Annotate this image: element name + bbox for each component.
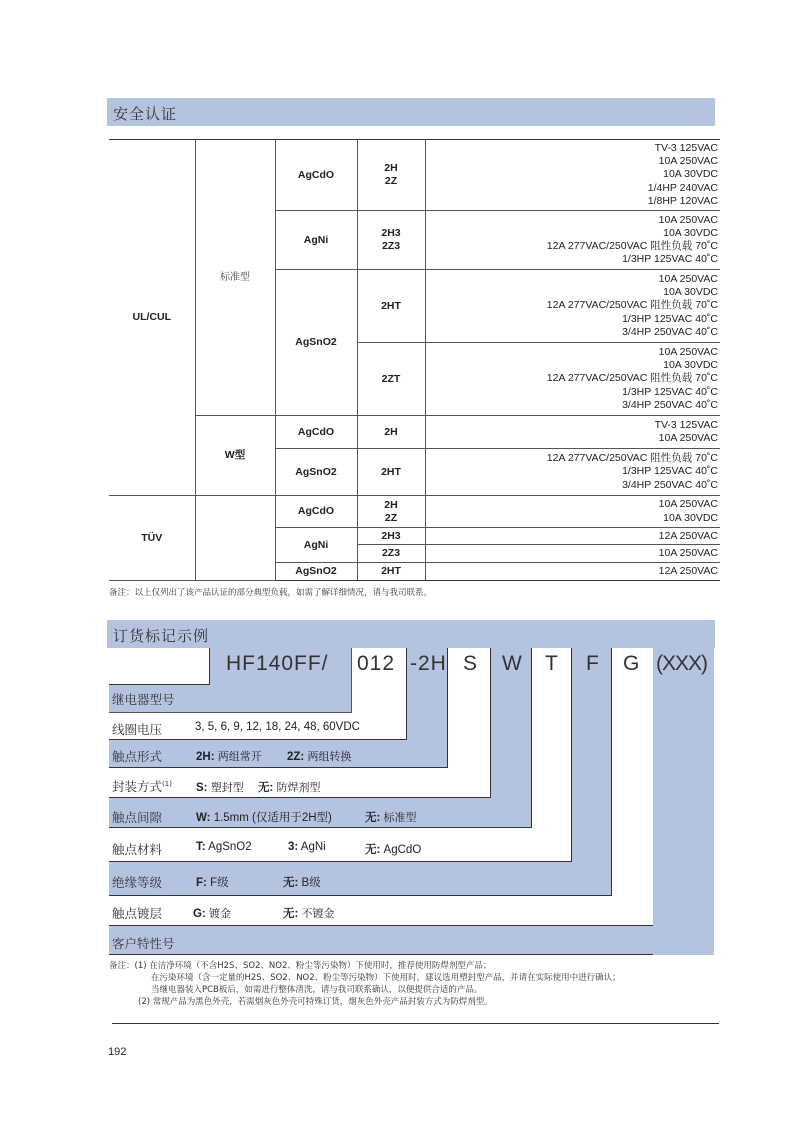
code-model: HF140FF/ xyxy=(226,652,329,675)
material-cell: AgSnO2 xyxy=(275,563,357,581)
value-plating-alt: 无: 不镀金 xyxy=(283,907,335,920)
contact-form-cell: 2H3 xyxy=(357,528,425,545)
value-material-t: T: AgSnO2 xyxy=(196,841,252,853)
type-cell xyxy=(195,496,275,581)
value-contact-form-alt: 2Z: 两组转换 xyxy=(287,750,352,763)
ratings-cell: 10A 250VAC xyxy=(425,545,720,563)
ratings-cell: 10A 250VAC 10A 30VDC xyxy=(425,496,720,528)
table-row xyxy=(109,496,720,528)
material-cell: AgNi xyxy=(275,211,357,270)
code-column-customer xyxy=(653,648,714,955)
code-sealing: S xyxy=(463,652,479,675)
code-material: T xyxy=(545,652,559,675)
type-cell: W型 xyxy=(195,416,275,496)
order-notes xyxy=(109,960,621,1008)
value-insulation: F: F级 xyxy=(196,877,229,889)
contact-form-cell: 2H xyxy=(357,416,425,449)
label-gap: 触点间隙 xyxy=(112,810,163,825)
ratings-cell: TV-3 125VAC 10A 250VAC xyxy=(425,416,720,449)
material-cell: AgCdO xyxy=(275,140,357,211)
section-header-safety xyxy=(107,98,715,126)
table-row xyxy=(109,140,720,211)
ratings-cell: 12A 250VAC xyxy=(425,563,720,581)
footer-divider xyxy=(112,1023,719,1024)
code-coil-voltage: 012 xyxy=(357,652,396,675)
contact-form-cell: 2ZT xyxy=(357,343,425,416)
value-material-none: 无: AgCdO xyxy=(365,844,422,856)
standard-cell: UL/CUL xyxy=(109,140,195,496)
value-sealing: S: 塑封型 xyxy=(196,781,244,794)
label-insulation: 绝缘等级 xyxy=(112,875,163,890)
certification-table xyxy=(109,139,720,581)
contact-form-cell: 2HT xyxy=(357,449,425,496)
value-contact-form: 2H: 两组常开 xyxy=(196,750,262,763)
note-line: 当继电器装入PCB板后，如需进行整体清洗，请与我司联系确认，以便提供合适的产品。 xyxy=(151,985,483,995)
material-cell: AgSnO2 xyxy=(275,270,357,416)
ratings-cell: 12A 277VAC/250VAC 阻性负载 70˚C 1/3HP 125VAC 40˚C 3/4HP 250VAC 40˚C xyxy=(425,449,720,496)
code-contact-form: -2H xyxy=(410,652,447,675)
section-header-order xyxy=(107,620,715,648)
standard-cell: TÜV xyxy=(109,496,195,581)
contact-form-cell: 2H 2Z xyxy=(357,496,425,528)
contact-form-cell: 2HT xyxy=(357,563,425,581)
contact-form-cell: 2H 2Z xyxy=(357,140,425,211)
code-gap: W xyxy=(502,652,523,675)
material-cell: AgCdO xyxy=(275,496,357,528)
ratings-cell: TV-3 125VAC 10A 250VAC 10A 30VDC 1/4HP 240VAC 1/8HP 120VAC xyxy=(425,140,720,211)
note-line: 在污染环境（含一定量的H2S、SO2、NO2、粉尘等污染物）下使用时，建议选用塑封型产品，并请在实际使用中进行确认； xyxy=(151,973,621,983)
code-insulation: F xyxy=(586,652,600,675)
page-number: 192 xyxy=(108,1046,127,1058)
note-line: (2) 常规产品为黑色外壳，若需烟灰色外壳可特殊订货，烟灰色外壳产品封装方式为防焊剂型。 xyxy=(138,997,493,1007)
value-insulation-alt: 无: B级 xyxy=(283,877,321,889)
note-line: 备注：(1) 在洁净环境（不含H2S、SO2、NO2、粉尘等污染物）下使用时，推荐使用防焊剂型产品； xyxy=(109,961,492,971)
contact-form-cell: 2Z3 xyxy=(357,545,425,563)
material-cell: AgCdO xyxy=(275,416,357,449)
value-coil-voltage: 3, 5, 6, 9, 12, 18, 24, 48, 60VDC xyxy=(195,721,360,733)
value-plating: G: 镀金 xyxy=(193,907,231,920)
value-gap-alt: 无: 标准型 xyxy=(365,811,417,824)
ratings-cell: 10A 250VAC 10A 30VDC 12A 277VAC/250VAC 阻性负载 70˚C 1/3HP 125VAC 40˚C 3/4HP 250VAC 40˚C xyxy=(425,343,720,416)
material-cell: AgSnO2 xyxy=(275,449,357,496)
label-customer: 客户特性号 xyxy=(112,936,175,951)
label-relay-type: 继电器型号 xyxy=(112,692,175,707)
notch xyxy=(109,648,210,685)
value-sealing-alt: 无: 防焊剂型 xyxy=(258,781,321,794)
row-box-customer xyxy=(109,925,653,955)
section-title: 订货标记示例 xyxy=(113,627,210,645)
material-cell: AgNi xyxy=(275,528,357,563)
label-sealing: 封装方式$^{(1)}$ xyxy=(112,779,172,794)
value-material-3: 3: AgNi xyxy=(288,841,326,853)
section-title: 安全认证 xyxy=(113,105,178,123)
code-customer: (XXX) xyxy=(656,652,708,675)
contact-form-cell: 2H3 2Z3 xyxy=(357,211,425,270)
contact-form-cell: 2HT xyxy=(357,270,425,343)
label-contact-form: 触点形式 xyxy=(112,749,163,764)
value-gap: W: 1.5mm (仅适用于2H型) xyxy=(196,812,332,824)
table-note: 备注：以上仅列出了该产品认证的部分典型负载，如需了解详细情况，请与我司联系。 xyxy=(109,588,433,598)
label-plating: 触点镀层 xyxy=(112,906,163,921)
label-material: 触点材料 xyxy=(112,842,163,857)
table-row xyxy=(109,416,720,449)
type-cell: 标准型 xyxy=(195,140,275,416)
ratings-cell: 10A 250VAC 10A 30VDC 12A 277VAC/250VAC 阻性负载 70˚C 1/3HP 125VAC 40˚C 3/4HP 250VAC 40˚C xyxy=(425,270,720,343)
ratings-cell: 10A 250VAC 10A 30VDC 12A 277VAC/250VAC 阻性负载 70˚C 1/3HP 125VAC 40˚C xyxy=(425,211,720,270)
code-plating: G xyxy=(623,652,641,675)
ratings-cell: 12A 250VAC xyxy=(425,528,720,545)
label-coil-voltage: 线圈电压 xyxy=(112,722,163,737)
